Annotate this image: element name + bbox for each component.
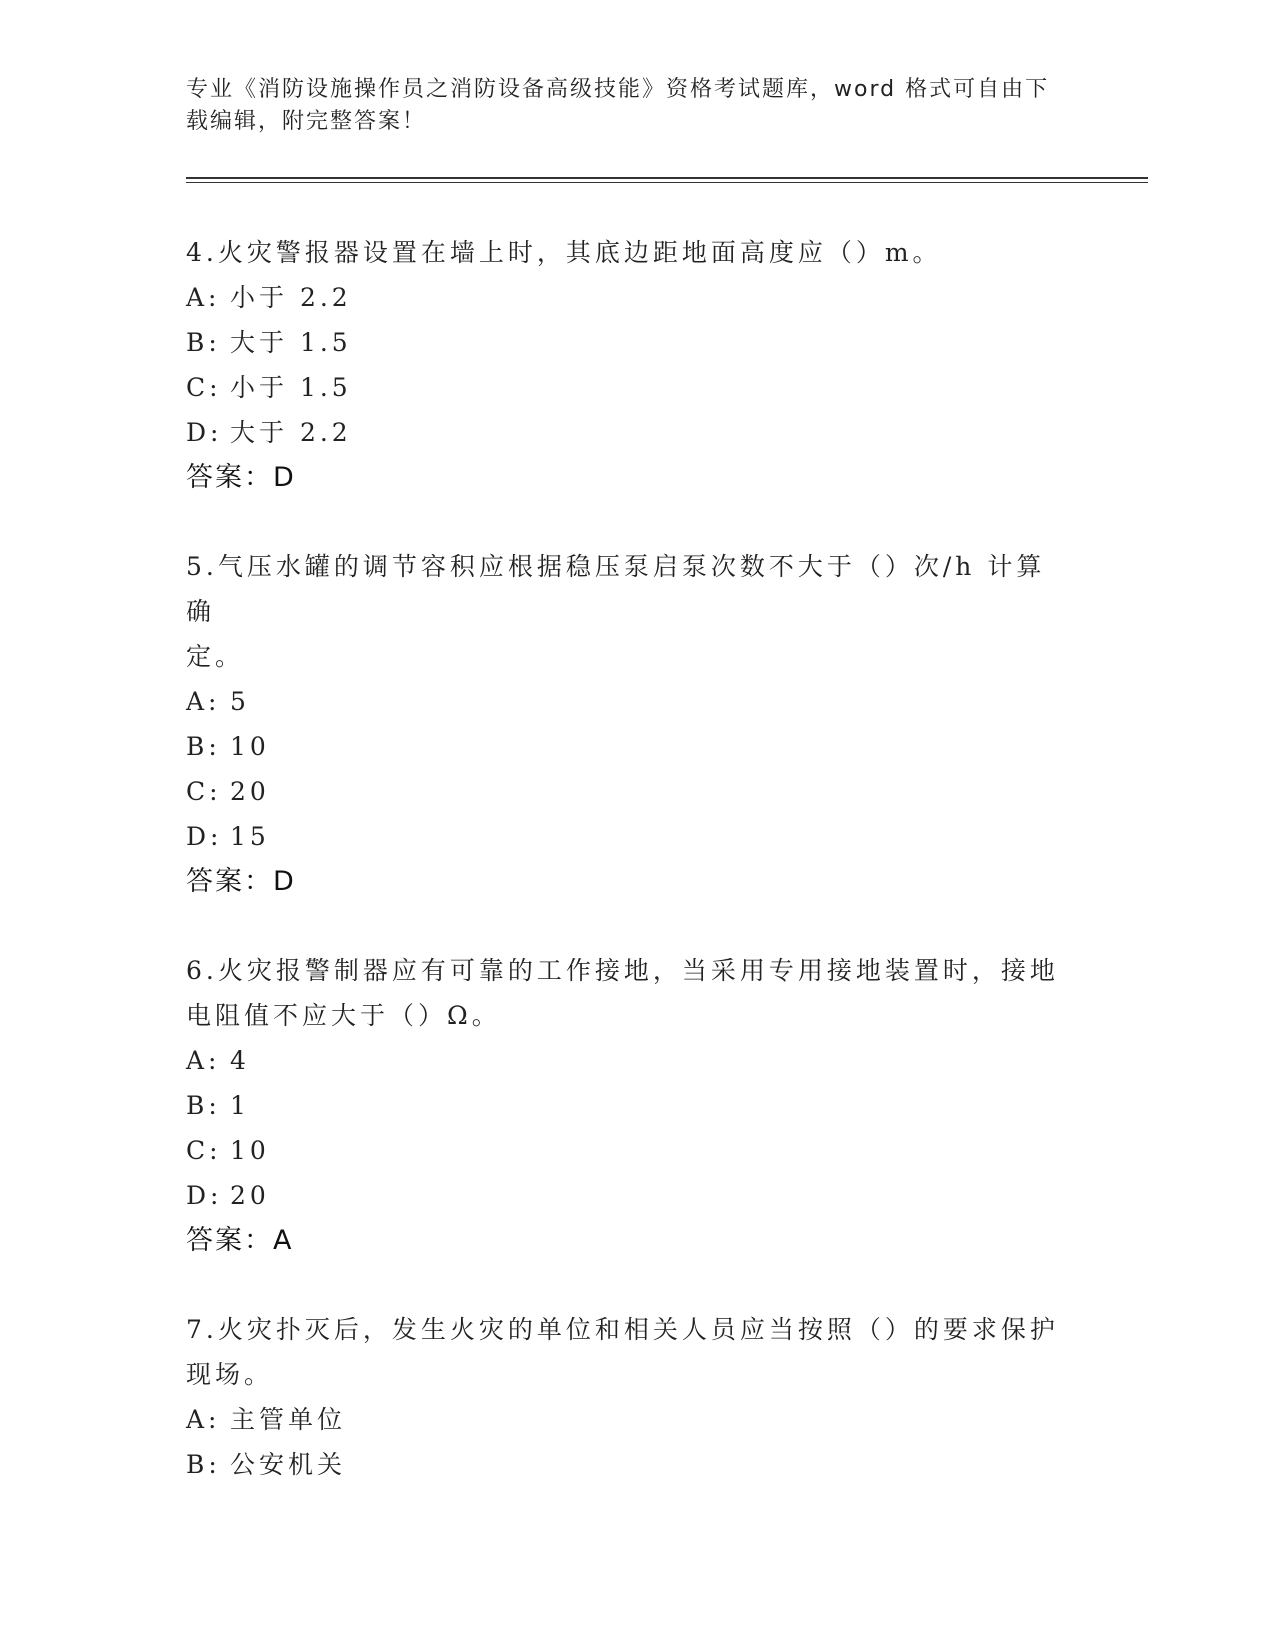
question-text bbox=[186, 948, 1066, 1038]
question-text bbox=[186, 1307, 1066, 1397]
option-text: 4 bbox=[230, 1046, 250, 1075]
question-text-line: 4.火灾警报器设置在墙上时，其底边距地面高度应（）m。 bbox=[186, 238, 942, 267]
header-divider bbox=[186, 177, 1148, 183]
option-letter: D: bbox=[186, 822, 223, 851]
option-text: 主管单位 bbox=[230, 1405, 347, 1434]
option-letter: B: bbox=[186, 328, 221, 357]
option-letter: B: bbox=[186, 732, 221, 761]
answer-line: 答案：D bbox=[186, 462, 296, 493]
question-5 bbox=[186, 544, 1066, 904]
option-a bbox=[186, 679, 1066, 724]
option-text: 公安机关 bbox=[230, 1450, 347, 1479]
option-text: 大于 1.5 bbox=[230, 328, 352, 357]
option-text: 15 bbox=[230, 822, 270, 851]
option-a bbox=[186, 1038, 1066, 1083]
option-letter: C: bbox=[186, 777, 222, 806]
question-text-line: 现场。 bbox=[186, 1360, 274, 1389]
option-letter: A: bbox=[186, 283, 221, 312]
question-text bbox=[186, 544, 1066, 679]
question-6 bbox=[186, 948, 1066, 1263]
option-text: 小于 1.5 bbox=[230, 373, 352, 402]
option-c bbox=[186, 769, 1066, 814]
option-text: 1 bbox=[230, 1091, 250, 1120]
option-d bbox=[186, 410, 1066, 455]
option-b bbox=[186, 1083, 1066, 1128]
question-text-line: 定。 bbox=[186, 642, 245, 671]
option-letter: C: bbox=[186, 1136, 222, 1165]
option-text: 小于 2.2 bbox=[230, 283, 352, 312]
option-b bbox=[186, 1442, 1066, 1487]
option-c bbox=[186, 1128, 1066, 1173]
question-4 bbox=[186, 230, 1066, 500]
header-line-1: 专业《消防设施操作员之消防设备高级技能》资格考试题库，word 格式可自由下 bbox=[186, 77, 1050, 102]
option-letter: B: bbox=[186, 1450, 221, 1479]
answer-line: 答案：D bbox=[186, 866, 296, 897]
option-letter: B: bbox=[186, 1091, 221, 1120]
option-letter: C: bbox=[186, 373, 222, 402]
question-text bbox=[186, 230, 1066, 275]
option-letter: D: bbox=[186, 1181, 223, 1210]
option-d bbox=[186, 1173, 1066, 1218]
question-7 bbox=[186, 1307, 1066, 1487]
option-letter: A: bbox=[186, 1046, 221, 1075]
option-b bbox=[186, 320, 1066, 365]
option-c bbox=[186, 365, 1066, 410]
option-text: 10 bbox=[230, 1136, 270, 1165]
document-header bbox=[186, 74, 1066, 138]
question-text-line: 7.火灾扑灭后，发生火灾的单位和相关人员应当按照（）的要求保护 bbox=[186, 1315, 1059, 1344]
question-text-line: 5.气压水罐的调节容积应根据稳压泵启泵次数不大于（）次/h 计算确 bbox=[186, 552, 1046, 626]
question-list bbox=[186, 230, 1066, 1531]
question-text-line: 电阻值不应大于（）Ω。 bbox=[186, 1001, 501, 1030]
option-a bbox=[186, 275, 1066, 320]
option-text: 20 bbox=[230, 1181, 270, 1210]
option-text: 20 bbox=[230, 777, 270, 806]
option-text: 10 bbox=[230, 732, 270, 761]
option-letter: A: bbox=[186, 1405, 221, 1434]
option-a bbox=[186, 1397, 1066, 1442]
option-letter: A: bbox=[186, 687, 221, 716]
option-d bbox=[186, 814, 1066, 859]
option-letter: D: bbox=[186, 418, 223, 447]
question-text-line: 6.火灾报警制器应有可靠的工作接地，当采用专用接地装置时，接地 bbox=[186, 956, 1059, 985]
answer-line: 答案：A bbox=[186, 1225, 294, 1256]
option-text: 大于 2.2 bbox=[230, 418, 352, 447]
header-line-2: 载编辑，附完整答案！ bbox=[186, 109, 427, 134]
option-text: 5 bbox=[230, 687, 250, 716]
option-b bbox=[186, 724, 1066, 769]
